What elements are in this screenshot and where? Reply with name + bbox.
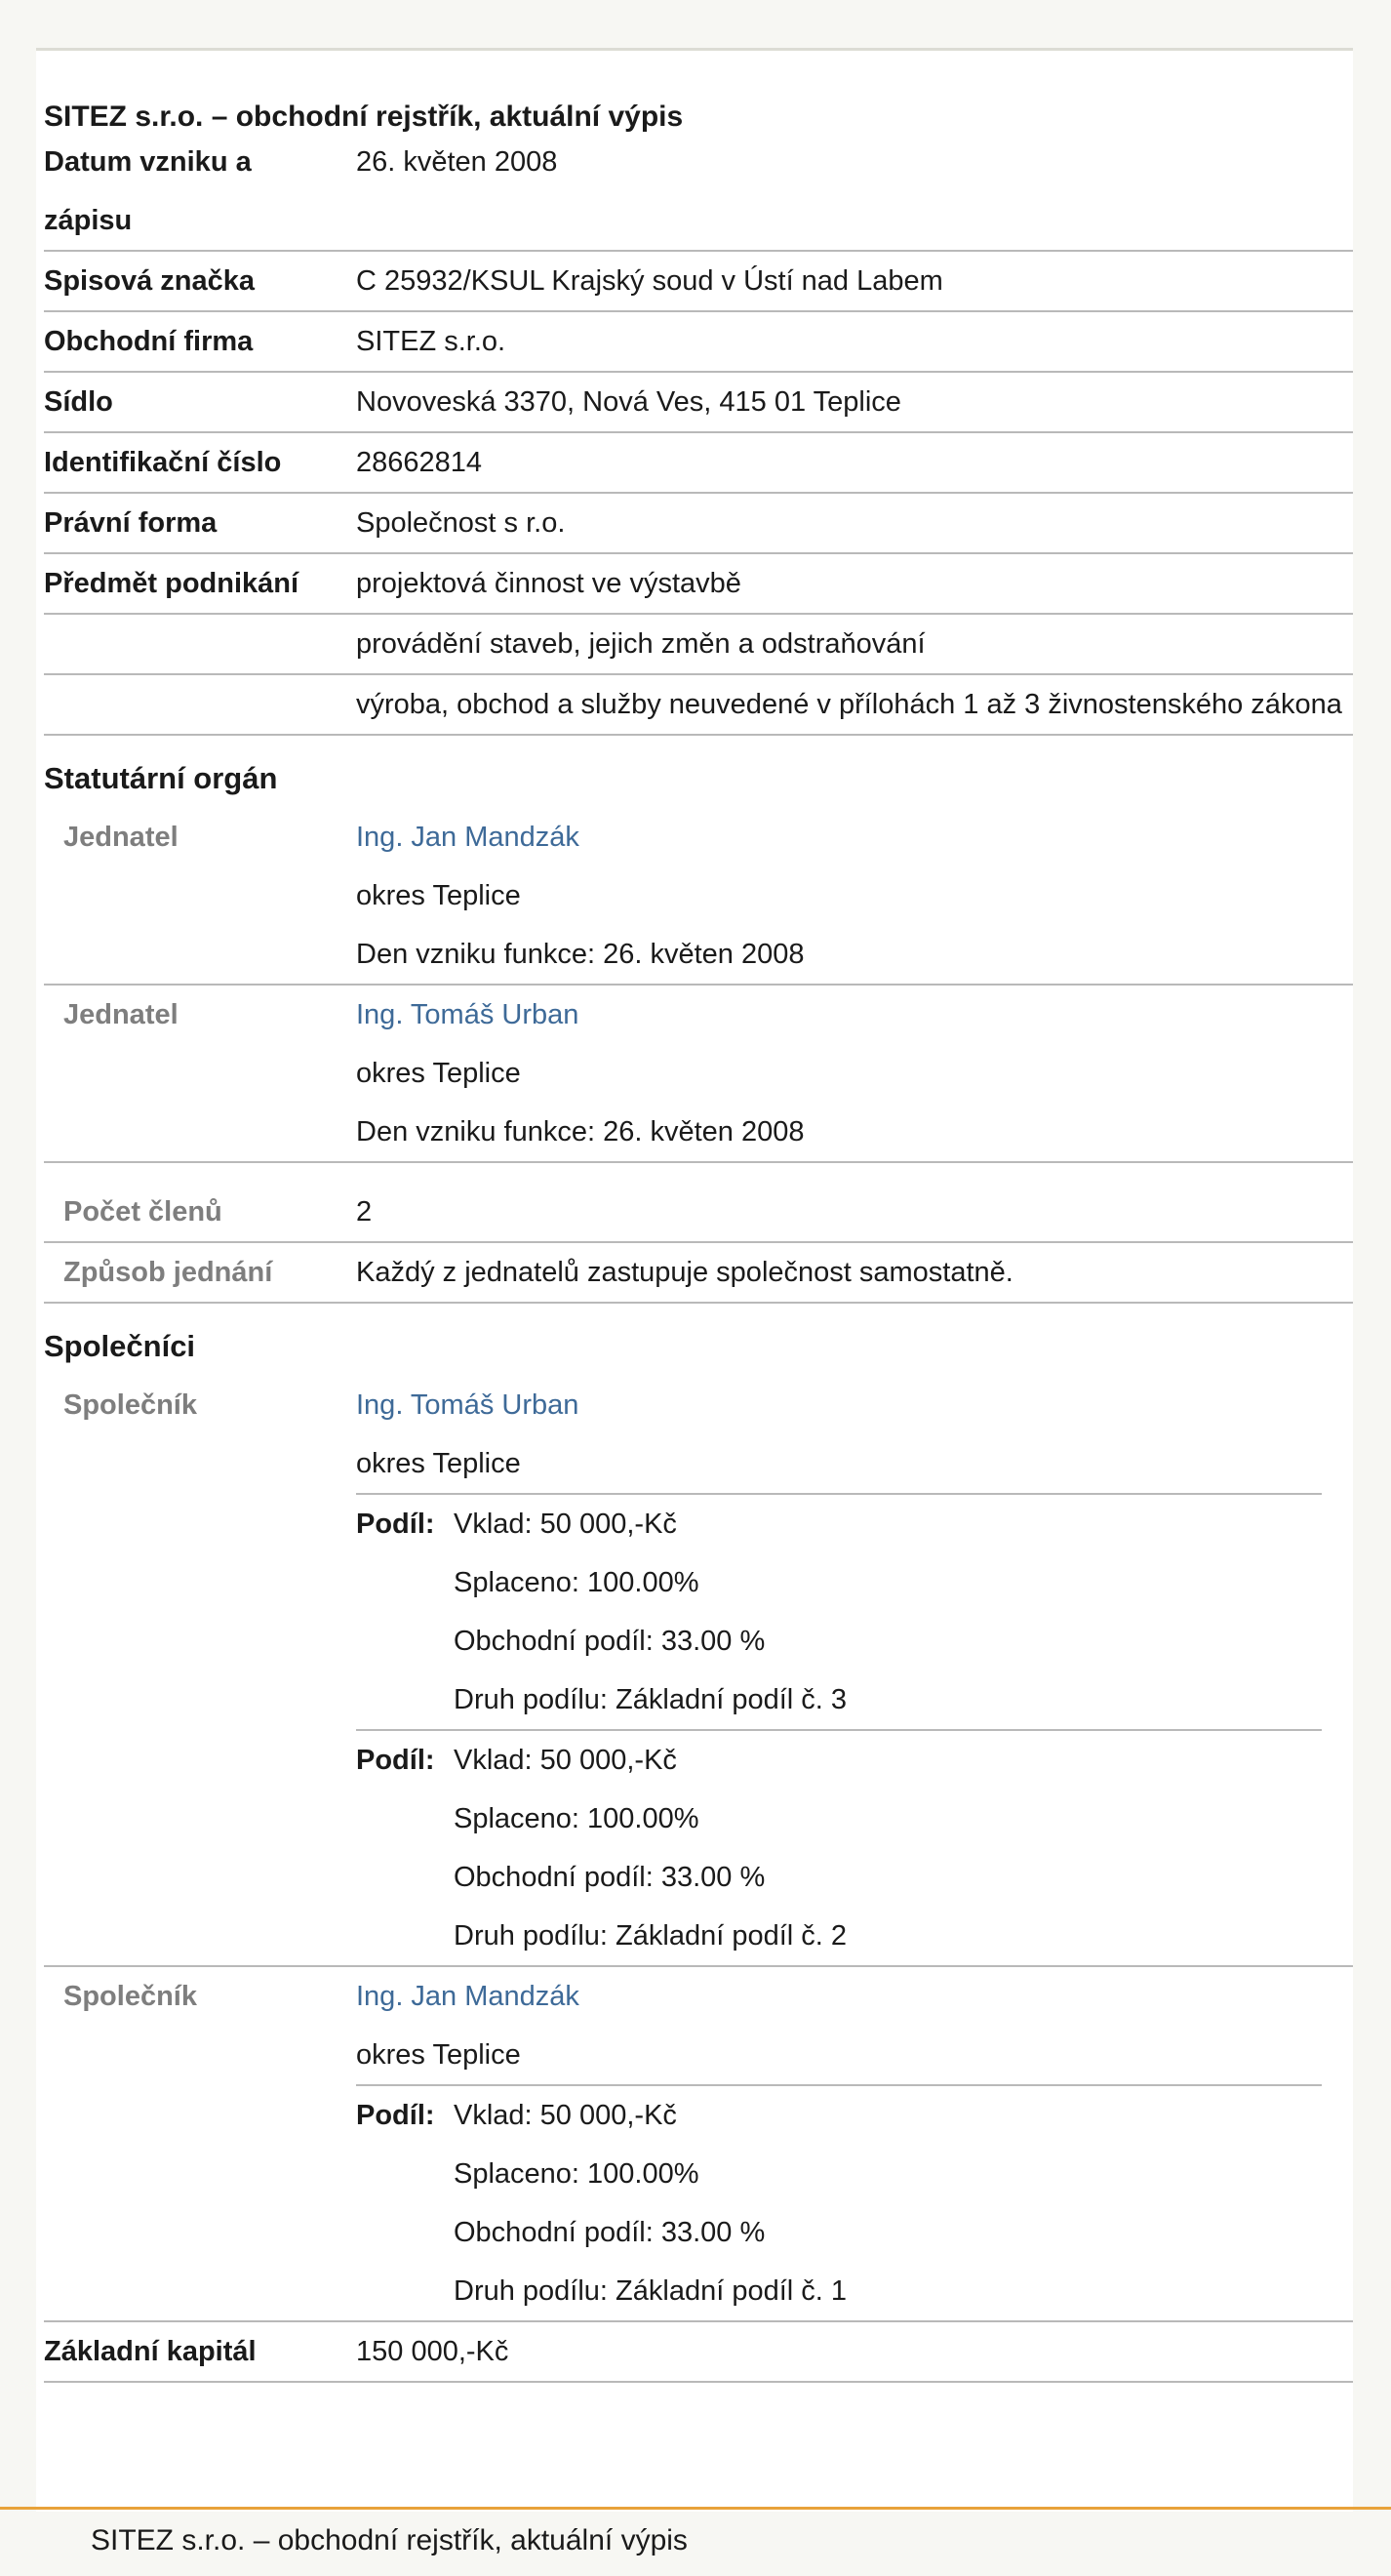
podil-values xyxy=(454,1495,1322,1729)
person-funkce: Den vzniku funkce: 26. květen 2008 xyxy=(356,1116,805,1147)
podil-label: Podíl: xyxy=(356,2100,435,2131)
row-value xyxy=(356,1376,1353,1965)
row-label: Právní forma xyxy=(44,507,218,539)
row-firma xyxy=(44,312,1353,373)
person-okres: okres Teplice xyxy=(356,1058,521,1089)
row-sidlo xyxy=(44,373,1353,433)
row-spisova xyxy=(44,252,1353,312)
row-forma xyxy=(44,494,1353,554)
person-link[interactable]: Ing. Tomáš Urban xyxy=(356,1389,579,1421)
person-link[interactable]: Ing. Jan Mandzák xyxy=(356,1981,579,2012)
row-value: Každý z jednatelů zastupuje společnost samostatně. xyxy=(356,1257,1013,1288)
row-label: Počet členů xyxy=(63,1196,222,1228)
section-heading-spolecnici: Společníci xyxy=(44,1329,196,1363)
row-kapital xyxy=(44,2322,1353,2383)
row-zpusob xyxy=(44,1243,1353,1304)
podil-splaceno: Splaceno: 100.00% xyxy=(454,1803,699,1834)
row-predmet-cont xyxy=(44,615,1353,675)
podil-block xyxy=(356,2084,1322,2320)
podil-obchodni: Obchodní podíl: 33.00 % xyxy=(454,1862,766,1893)
podil-vklad: Vklad: 50 000,-Kč xyxy=(454,1745,677,1776)
row-value: provádění staveb, jejich změn a odstraňování xyxy=(356,628,926,660)
row-value: projektová činnost ve výstavbě xyxy=(356,568,741,599)
row-value: Novoveská 3370, Nová Ves, 415 01 Teplice xyxy=(356,386,901,418)
row-label: Společník xyxy=(63,1389,197,1421)
row-label: Jednatel xyxy=(63,999,179,1030)
podil-druh: Druh podílu: Základní podíl č. 1 xyxy=(454,2275,848,2307)
row-datum xyxy=(44,133,1353,252)
row-value: SITEZ s.r.o. xyxy=(356,326,506,357)
row-value: 150 000,-Kč xyxy=(356,2336,509,2367)
row-value: 26. květen 2008 xyxy=(356,146,558,178)
spolecnik-row xyxy=(44,1376,1353,1967)
row-ico xyxy=(44,433,1353,494)
row-value: výroba, obchod a služby neuvedené v přílohách 1 až 3 živnostenského zákona xyxy=(356,689,1342,720)
podil-block xyxy=(356,1729,1322,1965)
row-value: 28662814 xyxy=(356,447,483,478)
row-value xyxy=(356,986,1353,1161)
row-label: Sídlo xyxy=(44,386,113,418)
spolecnik-row xyxy=(44,1967,1353,2322)
person-okres: okres Teplice xyxy=(356,1448,521,1479)
podil-vklad: Vklad: 50 000,-Kč xyxy=(454,2100,677,2131)
row-label: Základní kapitál xyxy=(44,2336,257,2367)
row-label: Spisová značka xyxy=(44,265,255,297)
podil-block xyxy=(356,1493,1322,1729)
footer-title: SITEZ s.r.o. – obchodní rejstřík, aktuální výpis xyxy=(91,2524,688,2556)
row-predmet xyxy=(44,554,1353,615)
row-value xyxy=(356,1967,1353,2320)
row-label: Obchodní firma xyxy=(44,326,254,357)
row-predmet-cont xyxy=(44,675,1353,736)
row-label: Jednatel xyxy=(63,822,179,853)
jednatel-row xyxy=(44,808,1353,986)
row-value: C 25932/KSUL Krajský soud v Ústí nad Labem xyxy=(356,265,943,297)
row-label: Způsob jednání xyxy=(63,1257,273,1288)
section-heading-statutarni: Statutární orgán xyxy=(44,761,278,795)
document-card xyxy=(36,51,1353,2512)
row-value: 2 xyxy=(356,1196,373,1228)
row-label-empty xyxy=(44,675,356,734)
podil-splaceno: Splaceno: 100.00% xyxy=(454,2158,699,2190)
podil-splaceno: Splaceno: 100.00% xyxy=(454,1567,699,1598)
page-title: SITEZ s.r.o. – obchodní rejstřík, aktuální výpis xyxy=(44,101,684,133)
row-label: Předmět podnikání xyxy=(44,568,299,599)
podil-obchodni: Obchodní podíl: 33.00 % xyxy=(454,2217,766,2248)
podil-druh: Druh podílu: Základní podíl č. 3 xyxy=(454,1684,848,1715)
podil-druh: Druh podílu: Základní podíl č. 2 xyxy=(454,1920,848,1952)
row-label: Identifikační číslo xyxy=(44,447,282,478)
document-content xyxy=(44,51,1353,2383)
row-label-empty xyxy=(44,615,356,673)
jednatel-row xyxy=(44,986,1353,1163)
person-okres: okres Teplice xyxy=(356,880,521,911)
person-okres: okres Teplice xyxy=(356,2039,521,2071)
podil-values xyxy=(454,2086,1322,2320)
row-value xyxy=(356,808,1353,984)
row-label: Společník xyxy=(63,1981,197,2012)
podil-obchodni: Obchodní podíl: 33.00 % xyxy=(454,1626,766,1657)
podil-label: Podíl: xyxy=(356,1509,435,1540)
podil-label: Podíl: xyxy=(356,1745,435,1776)
podil-values xyxy=(454,1731,1322,1965)
person-funkce: Den vzniku funkce: 26. květen 2008 xyxy=(356,939,805,970)
row-value: Společnost s r.o. xyxy=(356,507,566,539)
row-pocet xyxy=(44,1163,1353,1243)
footer-divider xyxy=(0,2507,1391,2510)
podil-vklad: Vklad: 50 000,-Kč xyxy=(454,1509,677,1540)
person-link[interactable]: Ing. Tomáš Urban xyxy=(356,999,579,1030)
row-label: Datum vzniku a zápisu xyxy=(44,146,252,236)
person-link[interactable]: Ing. Jan Mandzák xyxy=(356,822,579,853)
